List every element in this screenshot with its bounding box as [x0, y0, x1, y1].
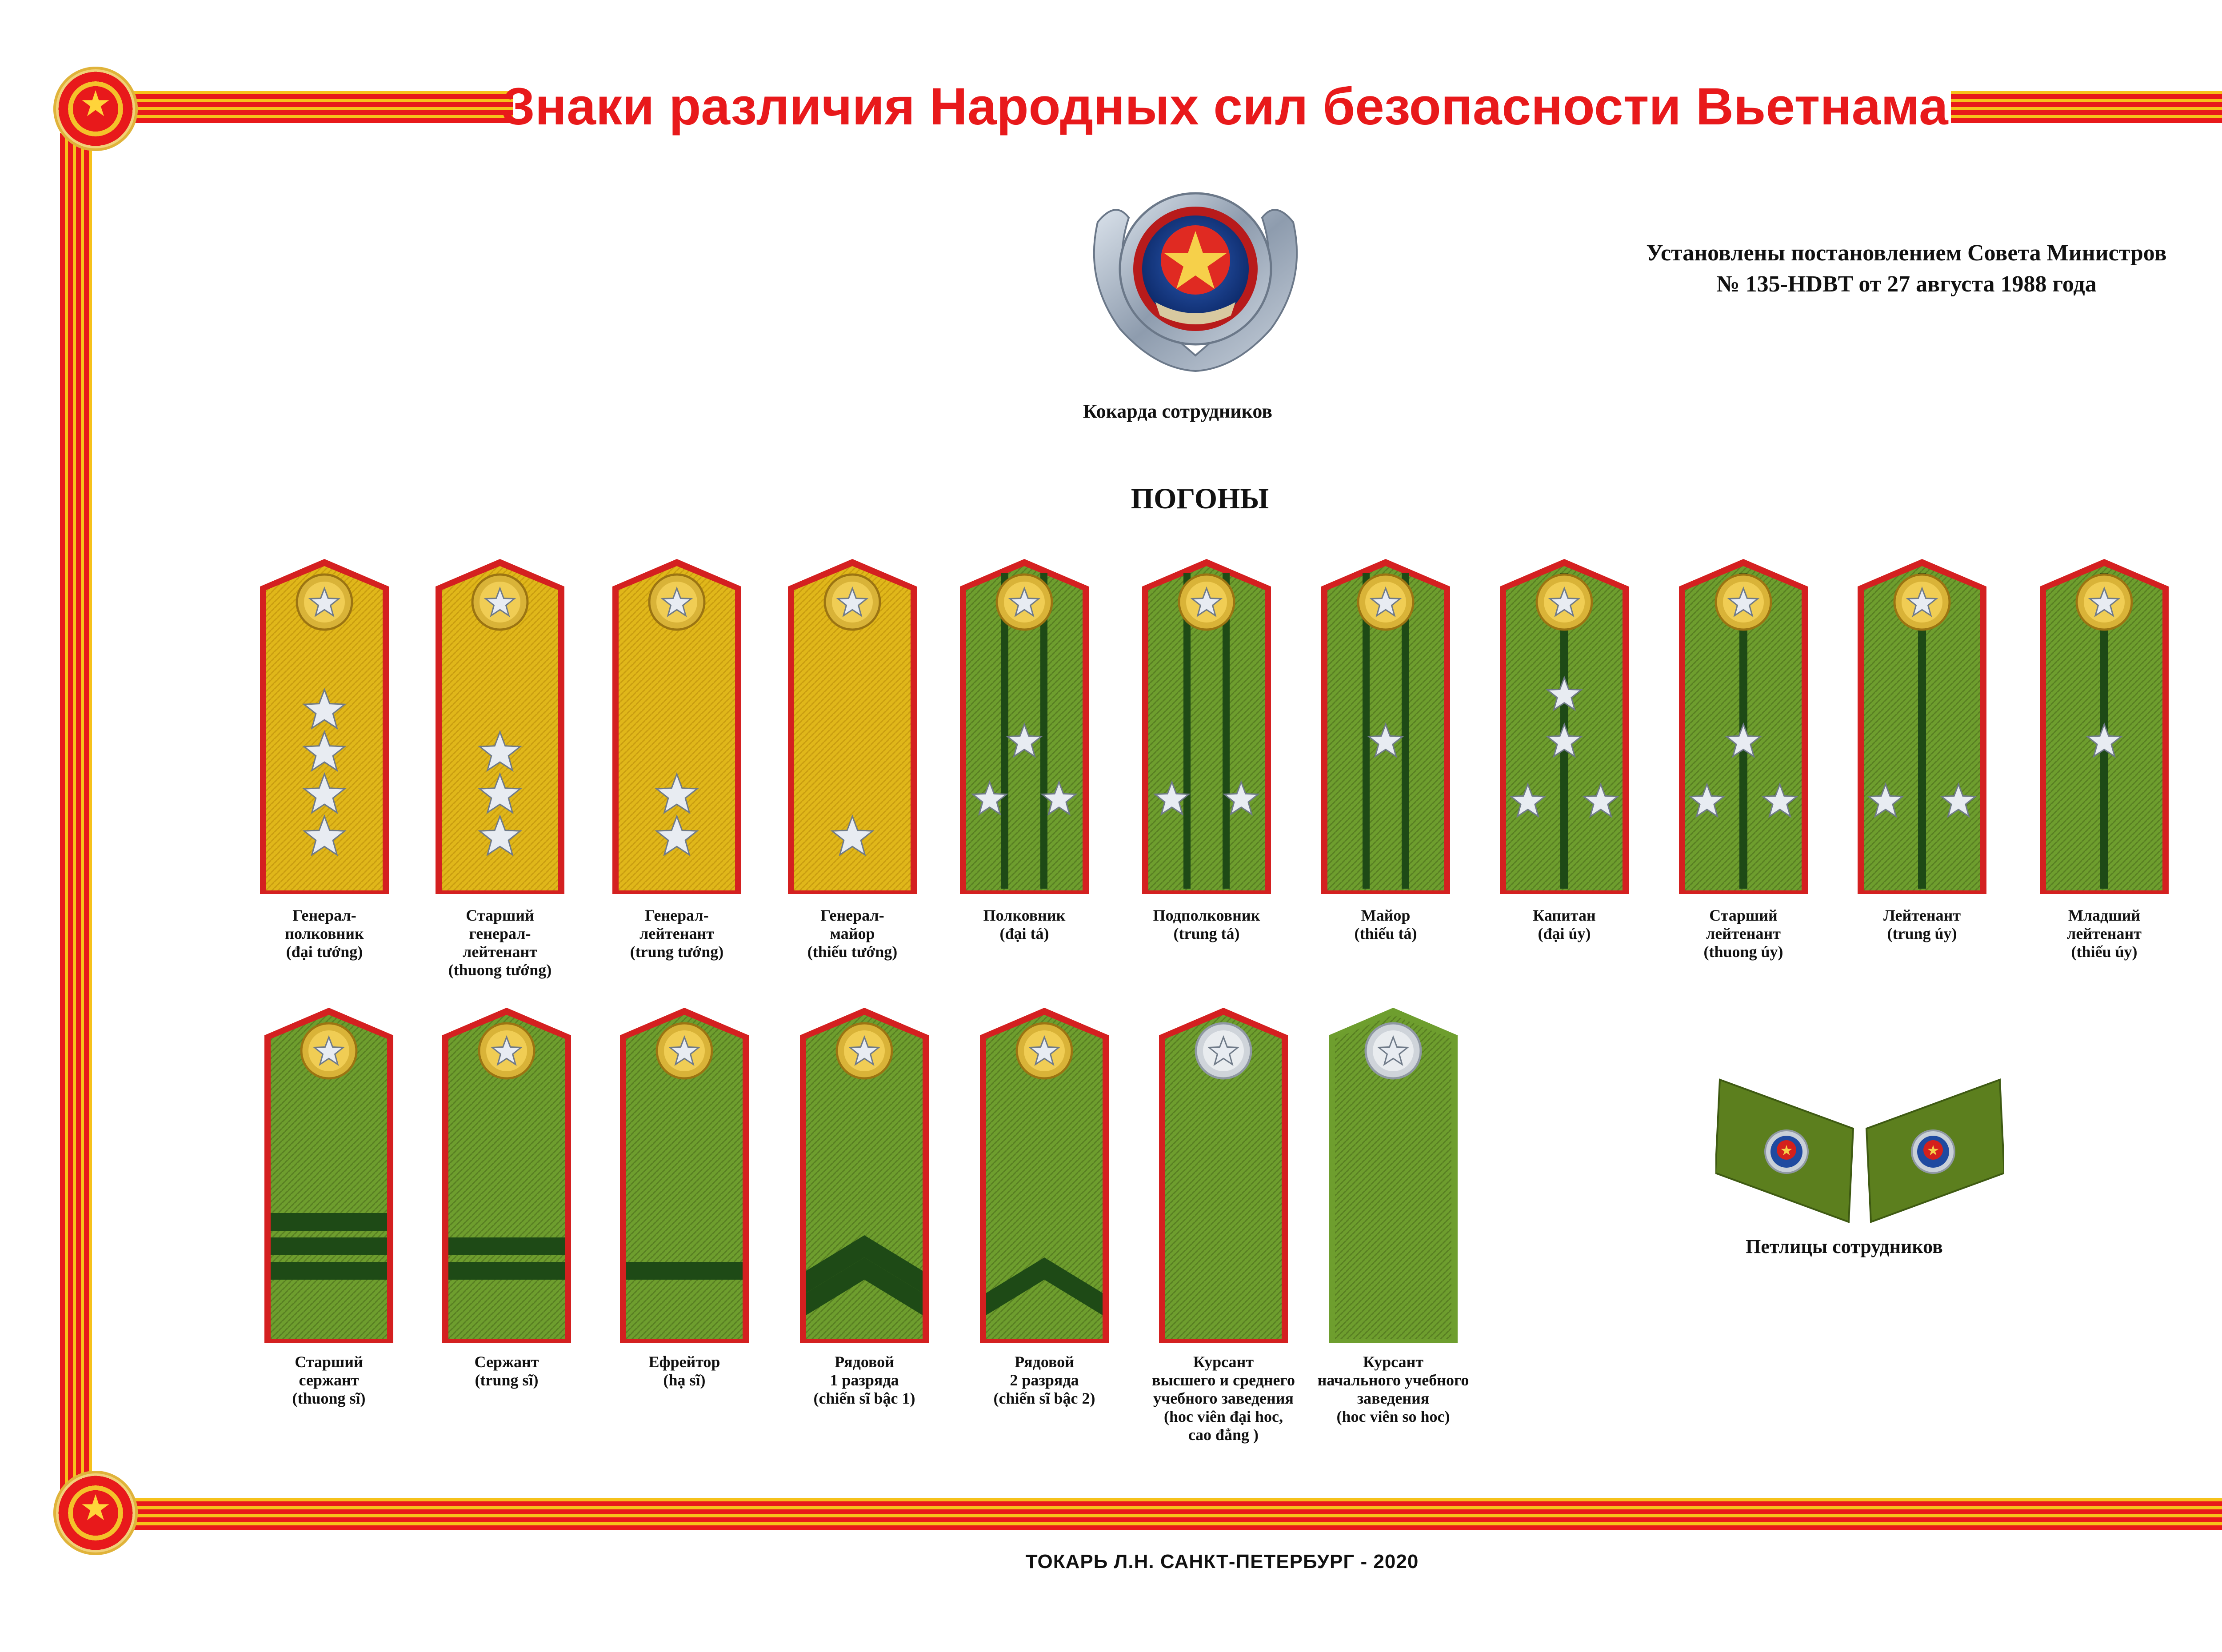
rank-caption [955, 1353, 1133, 1408]
shoulder-strap-r1-5 [955, 555, 1093, 898]
rank-caption-line: (trung tá) [1173, 925, 1240, 942]
button-icon [472, 575, 528, 630]
rank-caption-line: 2 разряда [1010, 1371, 1079, 1389]
rank-caption-line: заведения [1357, 1389, 1430, 1407]
button-icon [297, 575, 352, 630]
rank-caption [1118, 906, 1295, 943]
rank-caption-line: (thiếu úy) [2071, 943, 2138, 961]
rank-caption [935, 906, 1113, 943]
rank-caption [588, 906, 766, 961]
cockade-caption: Кокарда сотрудников [1083, 400, 1273, 422]
rank-caption-line: 1 разряда [830, 1371, 899, 1389]
rank-caption-line: Старший [295, 1353, 363, 1371]
rank-caption-line: Генерал- [645, 906, 709, 924]
button-icon [1358, 575, 1413, 630]
shoulder-strap-r2-7 [1324, 1004, 1462, 1346]
rank-caption-line: Полковник [983, 906, 1066, 924]
rank-caption [411, 906, 589, 979]
shoulder-strap-r2-4 [795, 1004, 933, 1346]
shoulder-strap-r1-10 [1853, 555, 1991, 898]
rank-caption [1304, 1353, 1482, 1426]
rank-caption-line: (trung tướng) [630, 943, 724, 961]
rank-caption-line: Рядовой [835, 1353, 894, 1371]
rank-caption-line: (thiếu tướng) [807, 943, 898, 961]
rank-caption-line: (hạ sĩ) [663, 1371, 706, 1389]
top-border-right [1951, 91, 2222, 123]
rank-caption [763, 906, 941, 961]
shoulder-strap-r1-4 [783, 555, 921, 898]
rank-caption-line: лейтенант [2067, 925, 2142, 942]
shoulder-strap-r2-6 [1155, 1004, 1292, 1346]
rank-caption-line: Генерал- [820, 906, 884, 924]
button-icon [837, 1023, 892, 1078]
shoulder-strap-r1-9 [1674, 555, 1812, 898]
collar-caption: Петлицы сотрудников [1746, 1236, 1943, 1257]
section-heading: ПОГОНЫ [1131, 483, 1269, 515]
rank-caption [1833, 906, 2011, 943]
rank-caption [1655, 906, 1832, 961]
rank-caption [418, 1353, 595, 1389]
button-icon [1017, 1023, 1072, 1078]
button-icon [1716, 575, 1771, 630]
button-icon [2077, 575, 2132, 630]
rank-caption-line: (trung sĩ) [475, 1371, 539, 1389]
rank-caption-line: лейтенант [463, 943, 537, 961]
shoulder-strap-r1-11 [2035, 555, 2173, 898]
vietnam-emblem-icon: ★ [53, 67, 138, 151]
shoulder-strap-r2-3 [615, 1004, 753, 1346]
shoulder-strap-r2-2 [438, 1004, 575, 1346]
button-icon [301, 1023, 356, 1078]
rank-caption-line: сержант [299, 1371, 359, 1389]
rank-caption-line: высшего и среднего [1152, 1371, 1295, 1389]
shoulder-strap-r2-5 [975, 1004, 1113, 1346]
rank-caption [775, 1353, 953, 1408]
button-icon [1196, 1023, 1251, 1078]
button-icon [997, 575, 1052, 630]
rank-caption-line: (hoc viên so hoc) [1336, 1408, 1450, 1425]
button-icon [1537, 575, 1592, 630]
rank-caption-line: генерал- [469, 925, 531, 942]
decree-line-1: Установлены постановлением Совета Министров [1646, 240, 2167, 266]
button-icon [825, 575, 880, 630]
rank-caption-line: Майор [1361, 906, 1411, 924]
rank-caption-line: майор [830, 925, 875, 942]
top-border-left [91, 91, 513, 123]
rank-caption-line: (đại tướng) [286, 943, 363, 961]
rank-caption-line: лейтенант [1706, 925, 1781, 942]
rank-caption-line: Сержант [474, 1353, 539, 1371]
shoulder-strap-r1-7 [1317, 555, 1455, 898]
button-icon [649, 575, 704, 630]
rank-caption-line: (đại tá) [999, 925, 1049, 942]
rank-caption [1297, 906, 1475, 943]
rank-caption-line: Курсант [1193, 1353, 1254, 1371]
rank-caption-line: учебного заведения [1153, 1389, 1294, 1407]
rank-caption-line: Генерал- [292, 906, 356, 924]
button-icon [479, 1023, 534, 1078]
rank-caption [2015, 906, 2193, 961]
rank-caption-line: лейтенант [639, 925, 714, 942]
shoulder-strap-r1-8 [1495, 555, 1633, 898]
rank-caption-line: Лейтенант [1883, 906, 1961, 924]
rank-caption-line: cao đẳng ) [1188, 1426, 1259, 1444]
rank-caption-line: Ефрейтор [648, 1353, 720, 1371]
rank-caption-line: Подполковник [1153, 906, 1260, 924]
rank-caption-line: (thuong úy) [1703, 943, 1783, 961]
button-icon [1179, 575, 1234, 630]
rank-caption-line: Капитан [1533, 906, 1596, 924]
left-border [60, 133, 92, 1493]
shoulder-strap-r1-2 [431, 555, 569, 898]
rank-caption-line: Младший [2068, 906, 2141, 924]
shoulder-strap-r1-1 [256, 555, 393, 898]
svg-text:★: ★ [1780, 1142, 1793, 1159]
button-icon [1894, 575, 1950, 630]
rank-caption [236, 906, 413, 961]
collar-tab-left [1715, 1075, 1858, 1226]
bottom-border [91, 1498, 2222, 1530]
rank-caption-line: (thiếu tá) [1354, 925, 1417, 942]
rank-caption [240, 1353, 418, 1408]
rank-caption-line: полковник [285, 925, 364, 942]
rank-caption [595, 1353, 773, 1389]
shoulder-strap-r2-1 [260, 1004, 398, 1346]
vietnam-emblem-icon: ★ [53, 1471, 138, 1555]
page-title: Знаки различия Народных сил безопасности Вьетнама [502, 77, 1948, 136]
button-icon [657, 1023, 712, 1078]
footer-credit: ТОКАРЬ Л.Н. САНКТ-ПЕТЕРБУРГ - 2020 [1025, 1551, 1419, 1572]
rank-caption-line: (hoc viên đại hoc, [1163, 1408, 1283, 1425]
collar-tab-right [1862, 1075, 2004, 1226]
rank-caption-line: Старший [1709, 906, 1778, 924]
button-icon [1366, 1023, 1421, 1078]
rank-caption-line: (thuong tướng) [448, 961, 552, 979]
rank-caption-line: начального учебного [1317, 1371, 1469, 1389]
rank-caption [1475, 906, 1653, 943]
rank-caption-line: (trung úy) [1887, 925, 1957, 942]
rank-caption-line: (chiến sĩ bậc 2) [993, 1389, 1095, 1407]
decree-text [1569, 238, 2222, 300]
rank-caption-line: (thuong sĩ) [292, 1389, 366, 1407]
rank-caption-line: Рядовой [1015, 1353, 1074, 1371]
rank-caption-line: Старший [466, 906, 534, 924]
rank-caption [1135, 1353, 1312, 1444]
decree-line-2: № 135-HDBT от 27 августа 1988 года [1716, 271, 2097, 297]
cockade-icon [1067, 169, 1324, 391]
rank-caption-line: (đại úy) [1538, 925, 1591, 942]
shoulder-strap-r1-3 [608, 555, 746, 898]
rank-caption-line: (chiến sĩ bậc 1) [813, 1389, 915, 1407]
shoulder-strap-r1-6 [1138, 555, 1275, 898]
rank-caption-line: Курсант [1363, 1353, 1424, 1371]
svg-text:★: ★ [1926, 1142, 1940, 1159]
